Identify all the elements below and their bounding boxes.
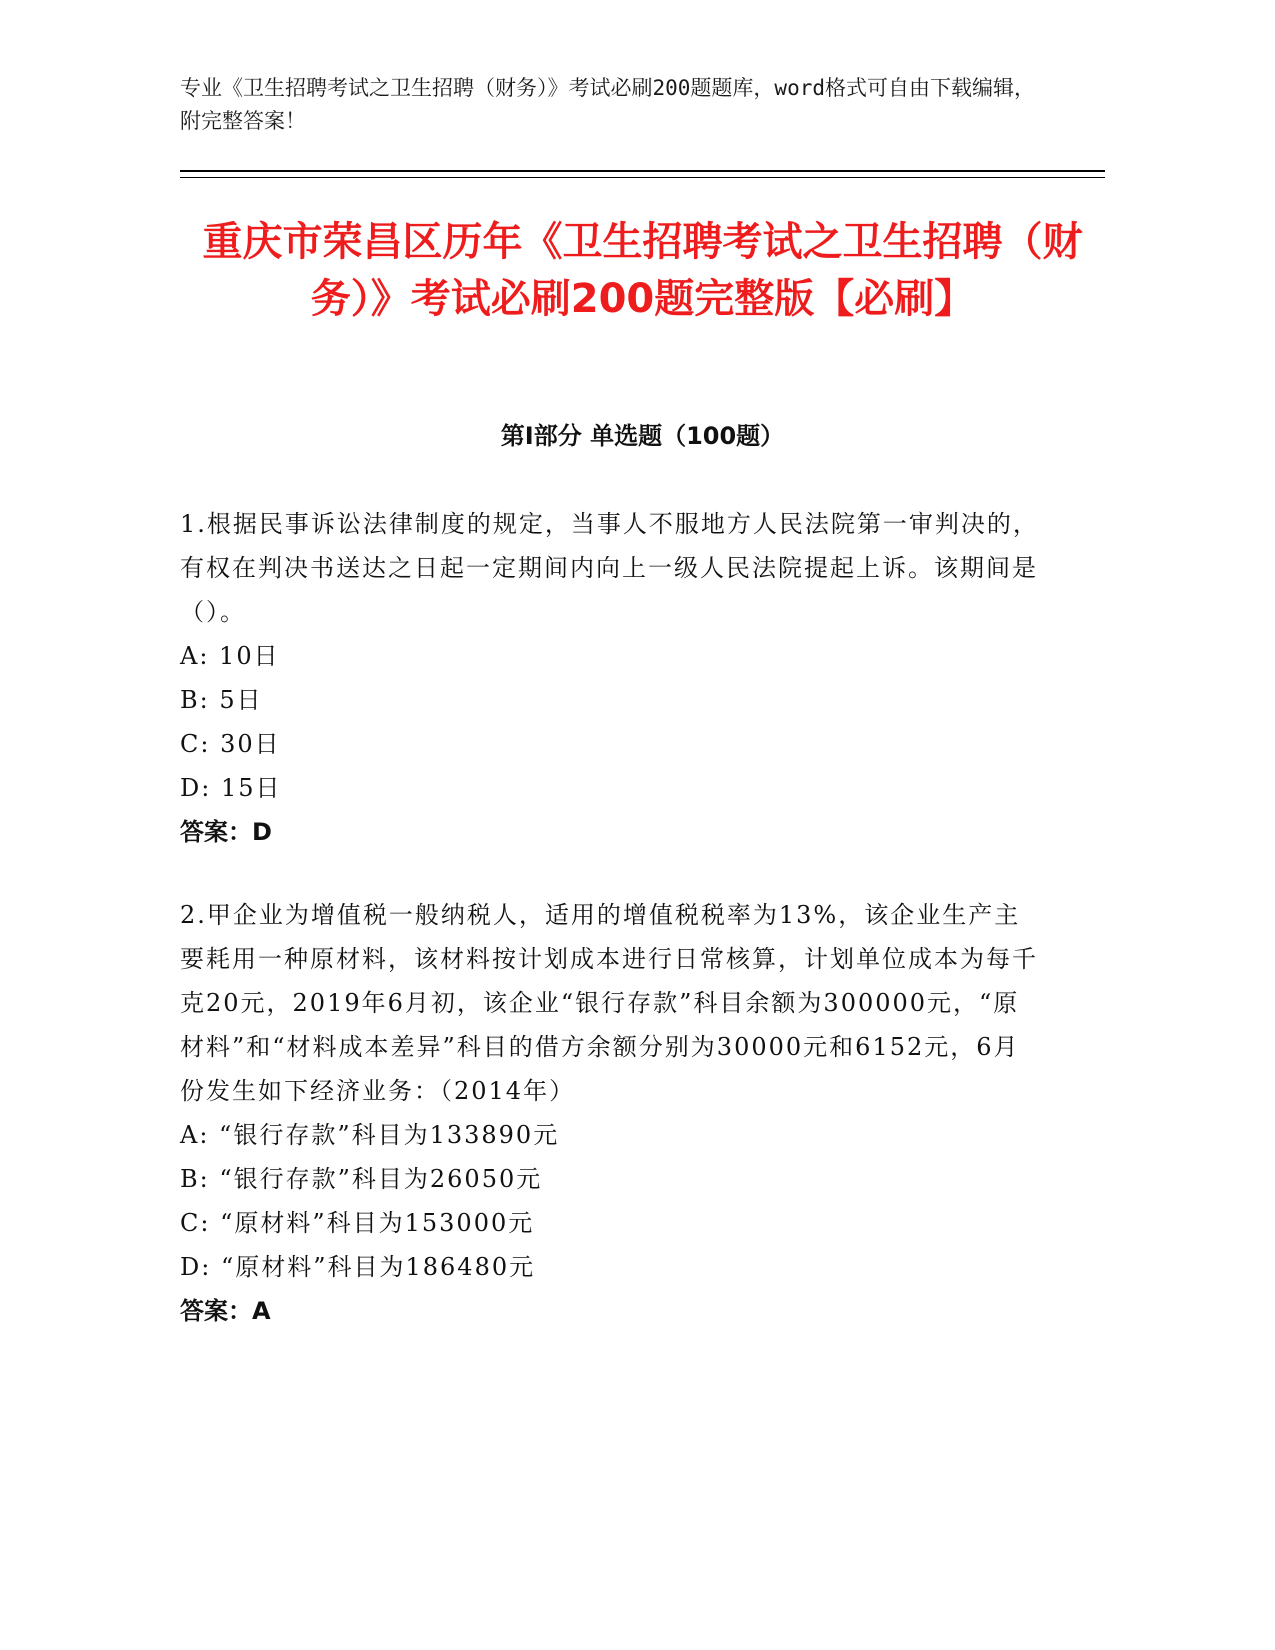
question-1 bbox=[180, 502, 1040, 854]
option-b: B: “银行存款”科目为26050元 bbox=[180, 1165, 543, 1193]
option-d: D: 15日 bbox=[180, 774, 282, 802]
option-d: D: “原材料”科目为186480元 bbox=[180, 1253, 536, 1281]
option-c: C: “原材料”科目为153000元 bbox=[180, 1209, 535, 1237]
option-c: C: 30日 bbox=[180, 730, 281, 758]
answer: 答案：A bbox=[180, 1297, 271, 1325]
question-text: 2.甲企业为增值税一般纳税人，适用的增值税税率为13%，该企业生产主要耗用一种原材料，该材料按计划成本进行日常核算，计划单位成本为每千克20元，2019年6月初，该企业“银行存款”科目余额为300000元，“原材料”和“材料成本差异”科目的借方余额分别为30000元和6152元，6月份发生如下经济业务：（2014年） bbox=[180, 901, 1038, 1105]
document-title: 重庆市荣昌区历年《卫生招聘考试之卫生招聘（财务）》考试必刷200题完整版【必刷】 bbox=[202, 219, 1083, 322]
header-divider-thick bbox=[180, 170, 1105, 172]
option-a: A: “银行存款”科目为133890元 bbox=[180, 1121, 560, 1149]
question-2 bbox=[180, 893, 1040, 1333]
header-note: 专业《卫生招聘考试之卫生招聘（财务）》考试必刷200题题库，word格式可自由下载编辑，附完整答案！ bbox=[180, 76, 1035, 133]
option-b: B: 5日 bbox=[180, 686, 263, 714]
header-divider-thin bbox=[180, 177, 1105, 178]
section-title: 第I部分 单选题（100题） bbox=[500, 422, 785, 450]
option-a: A: 10日 bbox=[180, 642, 280, 670]
answer: 答案：D bbox=[180, 818, 272, 846]
question-text: 1.根据民事诉讼法律制度的规定，当事人不服地方人民法院第一审判决的，有权在判决书送达之日起一定期间内向上一级人民法院提起上诉。该期间是（）。 bbox=[180, 510, 1039, 626]
